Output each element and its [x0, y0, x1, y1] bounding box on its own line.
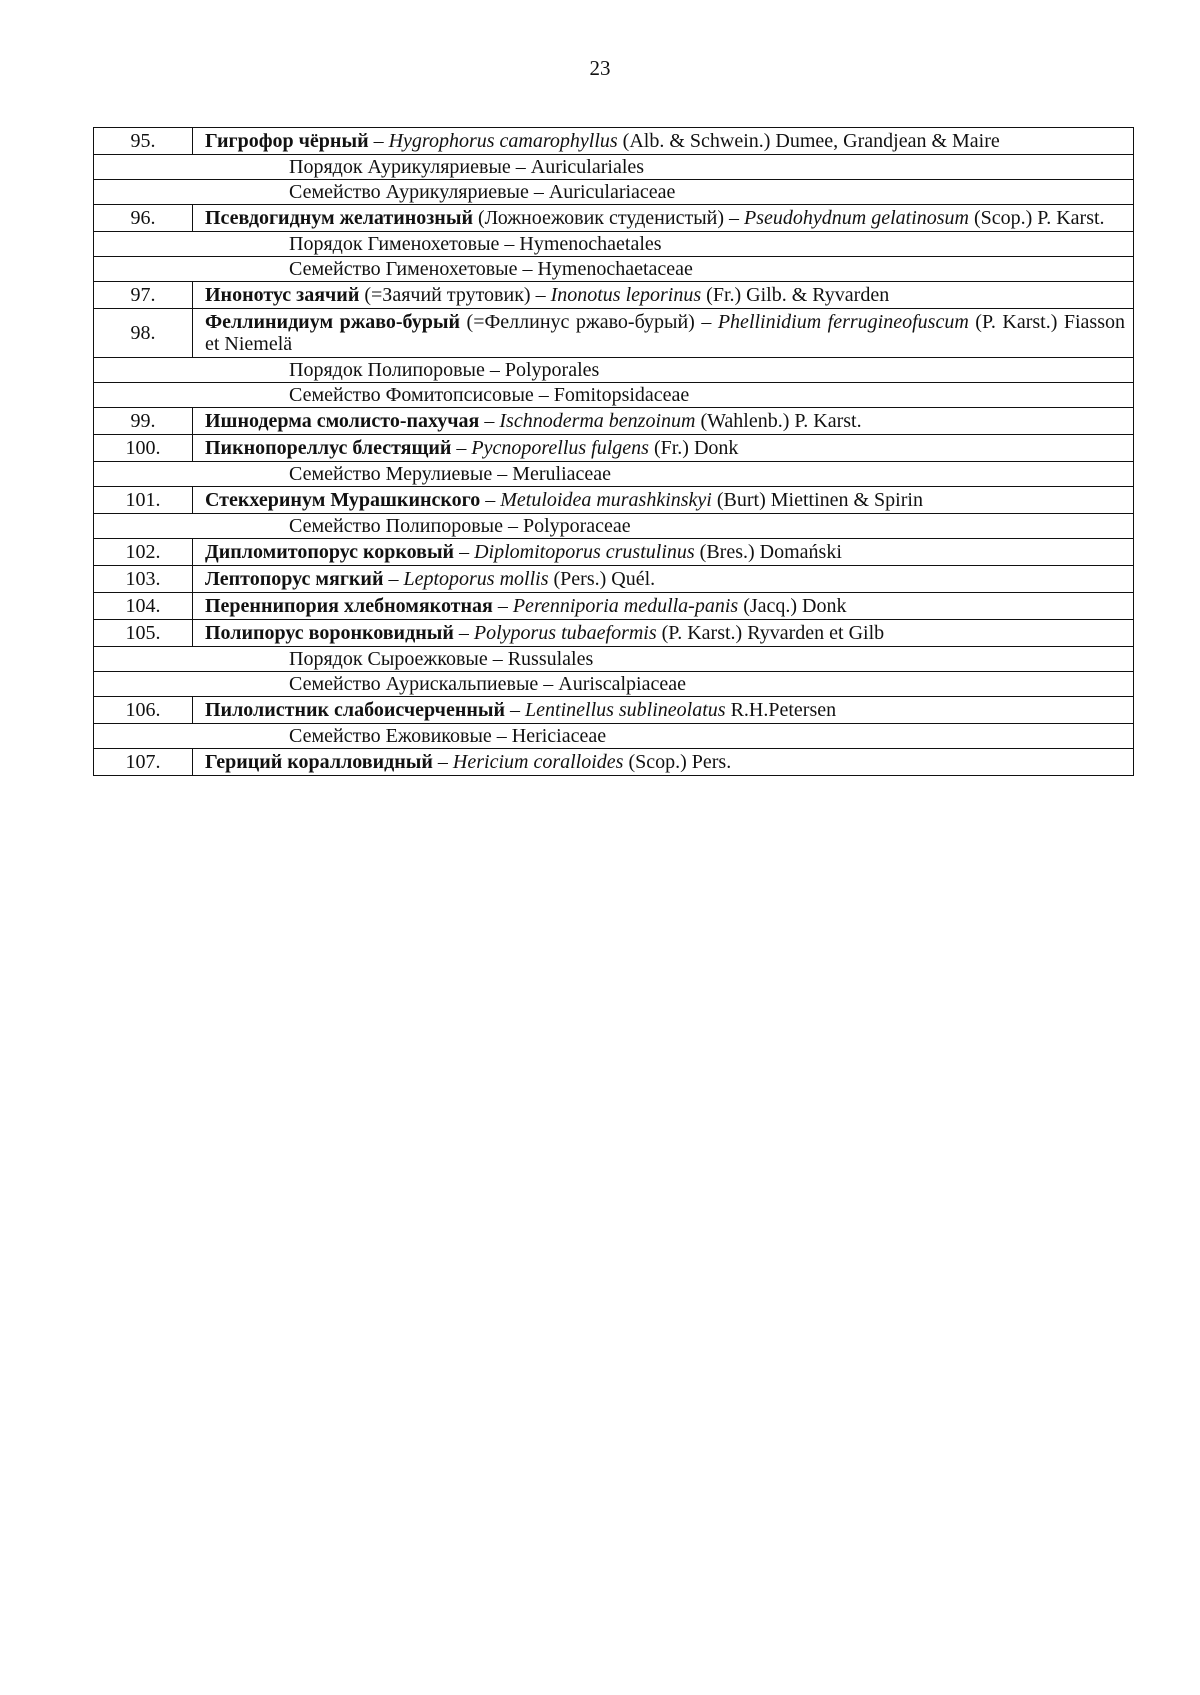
taxon-heading-row — [94, 383, 1134, 408]
species-number: 102. — [94, 539, 193, 566]
separator: – — [383, 568, 404, 590]
taxon-heading: Порядок Гименохетовые – Hymenochaetales — [94, 232, 1134, 257]
author-citation: R.H.Petersen — [725, 699, 837, 721]
species-number: 101. — [94, 487, 193, 514]
taxon-heading-row — [94, 672, 1134, 697]
species-description — [193, 435, 1134, 462]
russian-name: Пилолистник слабоисчерченный — [205, 699, 506, 721]
separator: – — [432, 751, 453, 773]
taxon-heading: Семейство Гименохетовые – Hymenochaetaceae — [94, 257, 1134, 282]
species-row — [94, 309, 1134, 358]
latin-name: Diplomitoporus crustulinus — [474, 541, 695, 563]
species-row — [94, 205, 1134, 232]
russian-name: Полипорус воронковидный — [205, 622, 454, 644]
species-number: 106. — [94, 697, 193, 724]
species-description — [193, 697, 1134, 724]
russian-name: Инонотус заячий — [205, 284, 360, 306]
latin-name: Metuloidea murashkinskyi — [500, 489, 712, 511]
russian-name: Дипломитопорус корковый — [205, 541, 455, 563]
species-description — [193, 566, 1134, 593]
page-number: 23 — [589, 56, 611, 80]
latin-name: Phellinidium ferrugineofuscum — [717, 311, 969, 333]
latin-name: Pycnoporellus fulgens — [471, 437, 649, 459]
species-row — [94, 435, 1134, 462]
separator: (=Заячий трутовик) – — [359, 284, 551, 306]
russian-name: Гигрофор чёрный — [205, 130, 369, 152]
author-citation: (Scop.) P. Karst. — [968, 207, 1105, 229]
author-citation: (Wahlenb.) P. Karst. — [695, 410, 862, 432]
separator: – — [454, 541, 475, 563]
taxon-heading: Порядок Полипоровые – Polyporales — [94, 358, 1134, 383]
separator: – — [368, 130, 389, 152]
separator: (Ложноежовик студенистый) – — [472, 207, 744, 229]
author-citation: (Alb. & Schwein.) Dumee, Grandjean & Maire — [617, 130, 1000, 152]
author-citation: (Fr.) Gilb. & Ryvarden — [701, 284, 890, 306]
taxon-heading: Семейство Аурикуляриевые – Auriculariaceae — [94, 180, 1134, 205]
species-number: 104. — [94, 593, 193, 620]
taxon-heading: Семейство Мерулиевые – Meruliaceae — [94, 462, 1134, 487]
taxon-heading-row — [94, 462, 1134, 487]
species-description — [193, 620, 1134, 647]
species-number: 103. — [94, 566, 193, 593]
species-description — [193, 205, 1134, 232]
latin-name: Lentinellus sublineolatus — [525, 699, 726, 721]
taxon-heading-row — [94, 647, 1134, 672]
latin-name: Hygrophorus camarophyllus — [388, 130, 618, 152]
separator: (=Феллинус ржаво-бурый) – — [460, 311, 718, 333]
species-number: 99. — [94, 408, 193, 435]
russian-name: Лептопорус мягкий — [205, 568, 384, 590]
species-description — [193, 128, 1134, 155]
latin-name: Leptoporus mollis — [403, 568, 549, 590]
species-description — [193, 282, 1134, 309]
species-number: 107. — [94, 749, 193, 776]
taxon-heading-row — [94, 155, 1134, 180]
species-table — [93, 127, 1134, 776]
taxon-heading: Семейство Фомитопсисовые – Fomitopsidaceae — [94, 383, 1134, 408]
author-citation: (Burt) Miettinen & Spirin — [711, 489, 923, 511]
species-description — [193, 593, 1134, 620]
species-row — [94, 593, 1134, 620]
author-citation: (Bres.) Domański — [694, 541, 842, 563]
latin-name: Polyporus tubaeformis — [473, 622, 657, 644]
latin-name: Inonotus leporinus — [550, 284, 702, 306]
species-number: 98. — [94, 309, 193, 358]
taxon-heading-row — [94, 724, 1134, 749]
separator: – — [479, 410, 500, 432]
species-number: 95. — [94, 128, 193, 155]
species-row — [94, 620, 1134, 647]
taxon-heading: Семейство Ежовиковые – Hericiaceae — [94, 724, 1134, 749]
species-number: 97. — [94, 282, 193, 309]
species-description — [193, 539, 1134, 566]
russian-name: Стекхеринум Мурашкинского — [205, 489, 481, 511]
species-row — [94, 697, 1134, 724]
russian-name: Псевдогиднум желатинозный — [205, 207, 473, 229]
species-row — [94, 408, 1134, 435]
species-number: 100. — [94, 435, 193, 462]
taxon-heading-row — [94, 180, 1134, 205]
species-description — [193, 749, 1134, 776]
taxon-heading-row — [94, 232, 1134, 257]
separator: – — [492, 595, 513, 617]
latin-name: Ischnoderma benzoinum — [499, 410, 696, 432]
separator: – — [453, 622, 474, 644]
latin-name: Pseudohydnum gelatinosum — [744, 207, 969, 229]
author-citation: (P. Karst.) Ryvarden et Gilb — [656, 622, 885, 644]
species-number: 105. — [94, 620, 193, 647]
taxon-heading: Семейство Полипоровые – Polyporaceae — [94, 514, 1134, 539]
author-citation: (Fr.) Donk — [648, 437, 739, 459]
taxon-heading: Порядок Сыроежковые – Russulales — [94, 647, 1134, 672]
taxon-heading-row — [94, 514, 1134, 539]
separator: – — [505, 699, 526, 721]
russian-name: Пикнопореллус блестящий — [205, 437, 452, 459]
taxon-heading-row — [94, 257, 1134, 282]
species-description — [193, 309, 1134, 358]
author-citation: (Pers.) Quél. — [548, 568, 656, 590]
author-citation: (Scop.) Pers. — [623, 751, 732, 773]
table-body — [94, 128, 1134, 776]
species-number: 96. — [94, 205, 193, 232]
taxon-heading: Семейство Аурискальпиевые – Auriscalpiaceae — [94, 672, 1134, 697]
species-description — [193, 487, 1134, 514]
taxon-heading: Порядок Аурикуляриевые – Auriculariales — [94, 155, 1134, 180]
species-row — [94, 487, 1134, 514]
species-row — [94, 566, 1134, 593]
russian-name: Гериций коралловидный — [205, 751, 433, 773]
russian-name: Ишнодерма смолисто-пахучая — [205, 410, 480, 432]
russian-name: Переннипория хлебномякотная — [205, 595, 493, 617]
author-citation: (P. Karst.) Fiasson et Niemelä — [205, 311, 1125, 355]
species-description — [193, 408, 1134, 435]
species-row — [94, 749, 1134, 776]
latin-name: Perenniporia medulla-panis — [512, 595, 739, 617]
species-row — [94, 282, 1134, 309]
russian-name: Феллинидиум ржаво-бурый — [205, 311, 461, 333]
separator: – — [451, 437, 472, 459]
separator: – — [480, 489, 501, 511]
author-citation: (Jacq.) Donk — [738, 595, 847, 617]
latin-name: Hericium coralloides — [452, 751, 624, 773]
taxon-heading-row — [94, 358, 1134, 383]
species-row — [94, 539, 1134, 566]
species-row — [94, 128, 1134, 155]
